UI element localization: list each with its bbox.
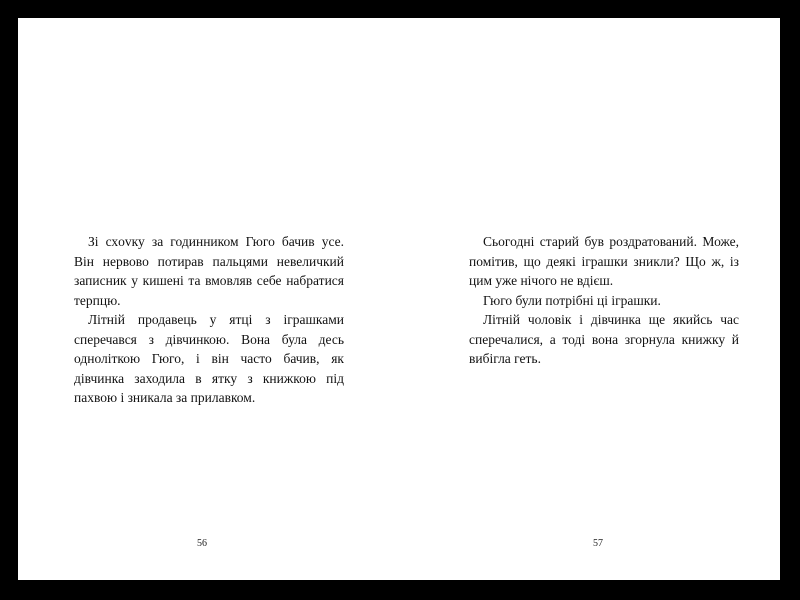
page-number-right: 57 — [593, 538, 603, 549]
paragraph: Літній чоловік і дівчинка ще якийсь час сперечалися, а тоді вона згорнула книжку й вибігла геть. — [469, 312, 739, 366]
page-number-left: 56 — [197, 538, 207, 549]
book-spread — [18, 18, 780, 580]
paragraph: Зі схovку за годинником Гюго бачив усе. Він нервово потирав пальцями невеличкий записник у кишені та вмовляв себе набратися терпцю. — [74, 234, 344, 308]
left-page-text — [74, 232, 344, 408]
right-page-text — [469, 232, 739, 369]
paragraph: Гюго були потрібні ці іграшки. — [483, 292, 661, 308]
paragraph: Сьогодні старий був роздратований. Може, помітив, що деякі іграшки зникли? Що ж, із цим уже нічого не вдієш. — [469, 234, 739, 288]
paragraph: Літній продавець у ятці з іграшками сперечався з дівчинкою. Вона була десь одноліткою Гюго, і він часто бачив, як дівчинка заходила в ятку з книжкою під пахвою і зникала за прилавком. — [74, 312, 344, 405]
